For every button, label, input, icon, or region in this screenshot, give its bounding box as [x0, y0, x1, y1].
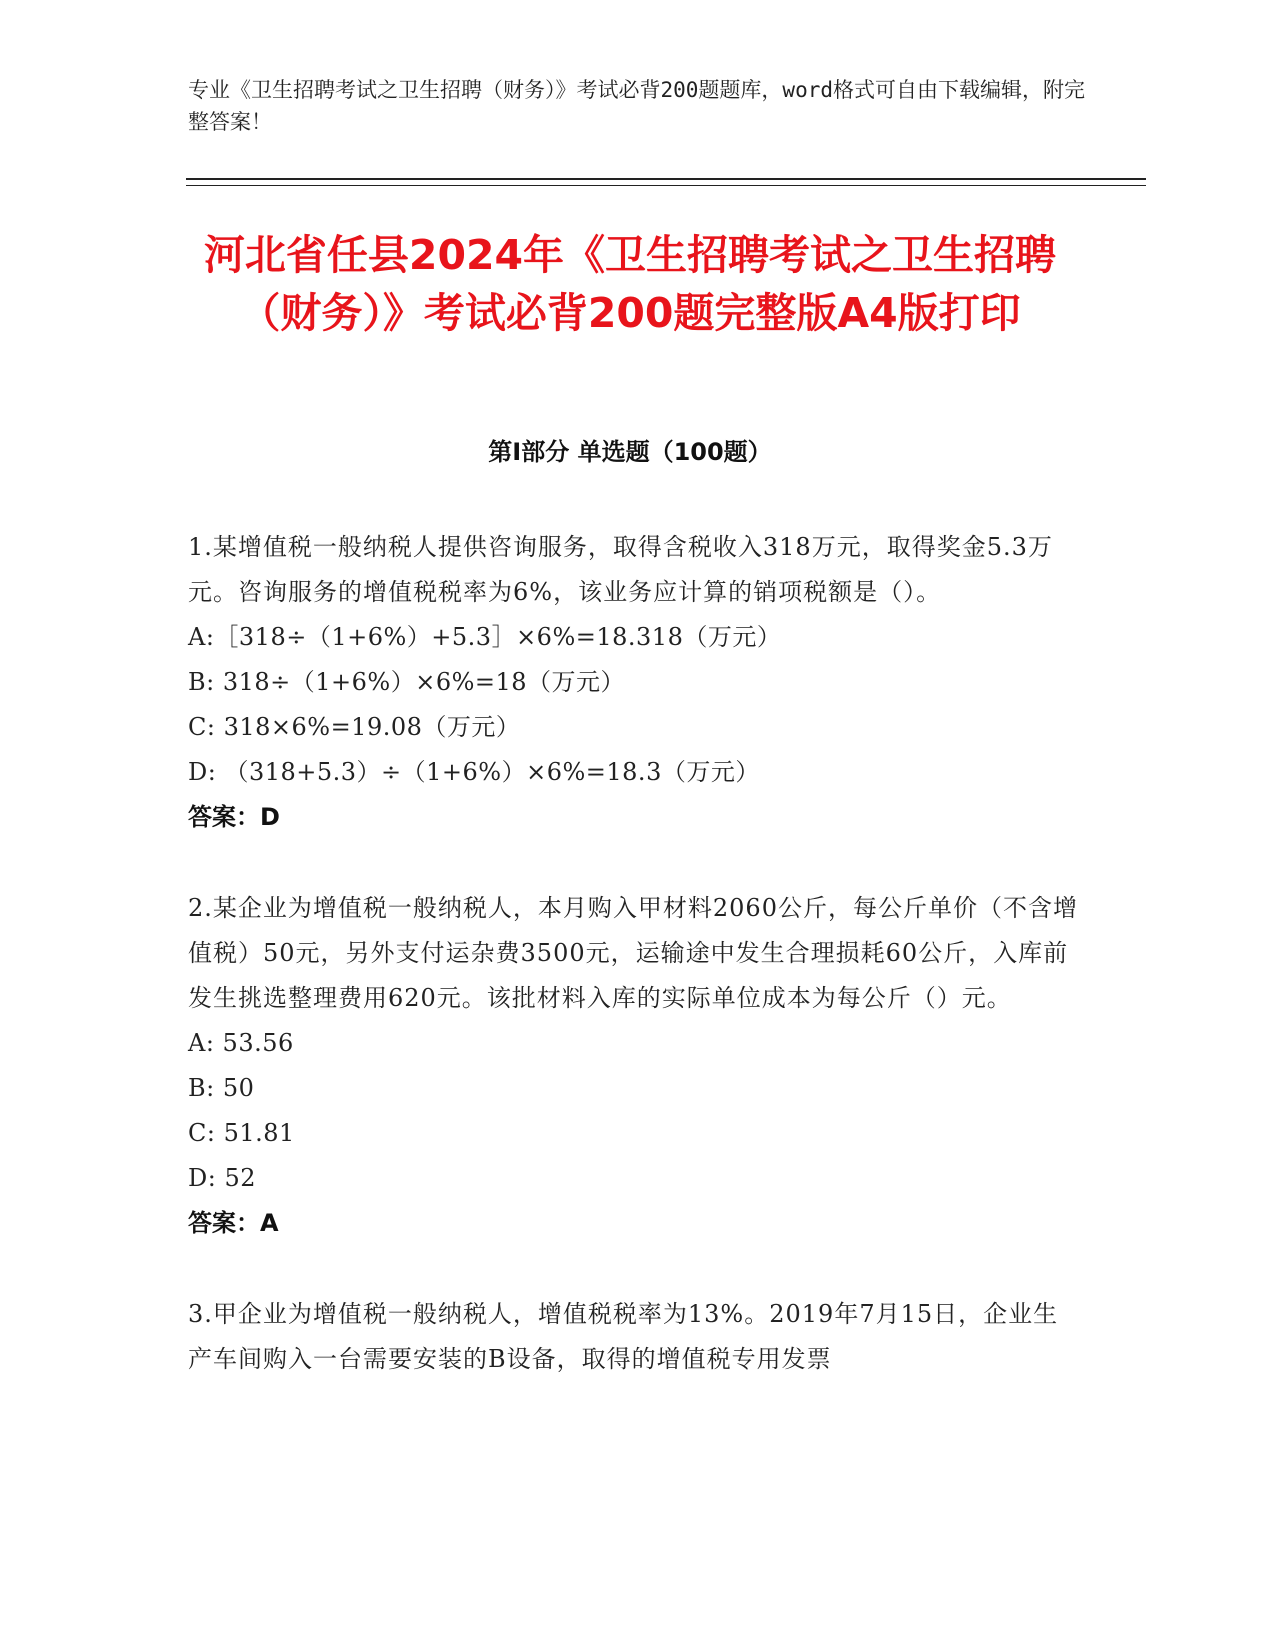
question-stem: 1.某增值税一般纳税人提供咨询服务，取得含税收入318万元，取得奖金5.3万元。咨询服务的增值税税率为6%，该业务应计算的销项税额是（）。 — [188, 533, 1053, 606]
question-option-a: A: 53.56 — [188, 1029, 294, 1057]
section-title: 第I部分 单选题（100题） — [488, 438, 772, 466]
question-list — [188, 525, 1078, 1382]
question-option-d: D: （318+5.3）÷（1+6%）×6%=18.3（万元） — [188, 758, 760, 786]
question-option-b: B: 50 — [188, 1074, 255, 1102]
question-1 — [188, 525, 1078, 840]
header-note: 专业《卫生招聘考试之卫生招聘（财务）》考试必背200题题库，word格式可自由下载编辑，附完整答案！ — [188, 78, 1085, 134]
question-answer: 答案：A — [188, 1209, 279, 1237]
question-option-c: C: 51.81 — [188, 1119, 295, 1147]
header-rule-thin — [186, 185, 1146, 186]
question-option-c: C: 318×6%=19.08（万元） — [188, 713, 521, 741]
question-option-a: A:［318÷（1+6%）+5.3］×6%=18.318（万元） — [188, 623, 782, 651]
question-3 — [188, 1292, 1078, 1382]
question-2 — [188, 886, 1078, 1246]
question-option-d: D: 52 — [188, 1164, 256, 1192]
question-option-b: B: 318÷（1+6%）×6%=18（万元） — [188, 668, 626, 696]
header-rule-thick — [186, 178, 1146, 180]
document-title: 河北省任县2024年《卫生招聘考试之卫生招聘（财务）》考试必背200题完整版A4版打印 — [203, 231, 1057, 337]
question-spacer — [188, 840, 1078, 886]
question-stem: 2.某企业为增值税一般纳税人，本月购入甲材料2060公斤，每公斤单价（不含增值税）50元，另外支付运杂费3500元，运输途中发生合理损耗60公斤，入库前发生挑选整理费用620元。该批材料入库的实际单位成本为每公斤（）元。 — [188, 894, 1078, 1012]
question-spacer — [188, 1246, 1078, 1292]
question-stem: 3.甲企业为增值税一般纳税人，增值税税率为13%。2019年7月15日，企业生产车间购入一台需要安装的B设备，取得的增值税专用发票 — [188, 1300, 1059, 1373]
question-answer: 答案：D — [188, 803, 280, 831]
